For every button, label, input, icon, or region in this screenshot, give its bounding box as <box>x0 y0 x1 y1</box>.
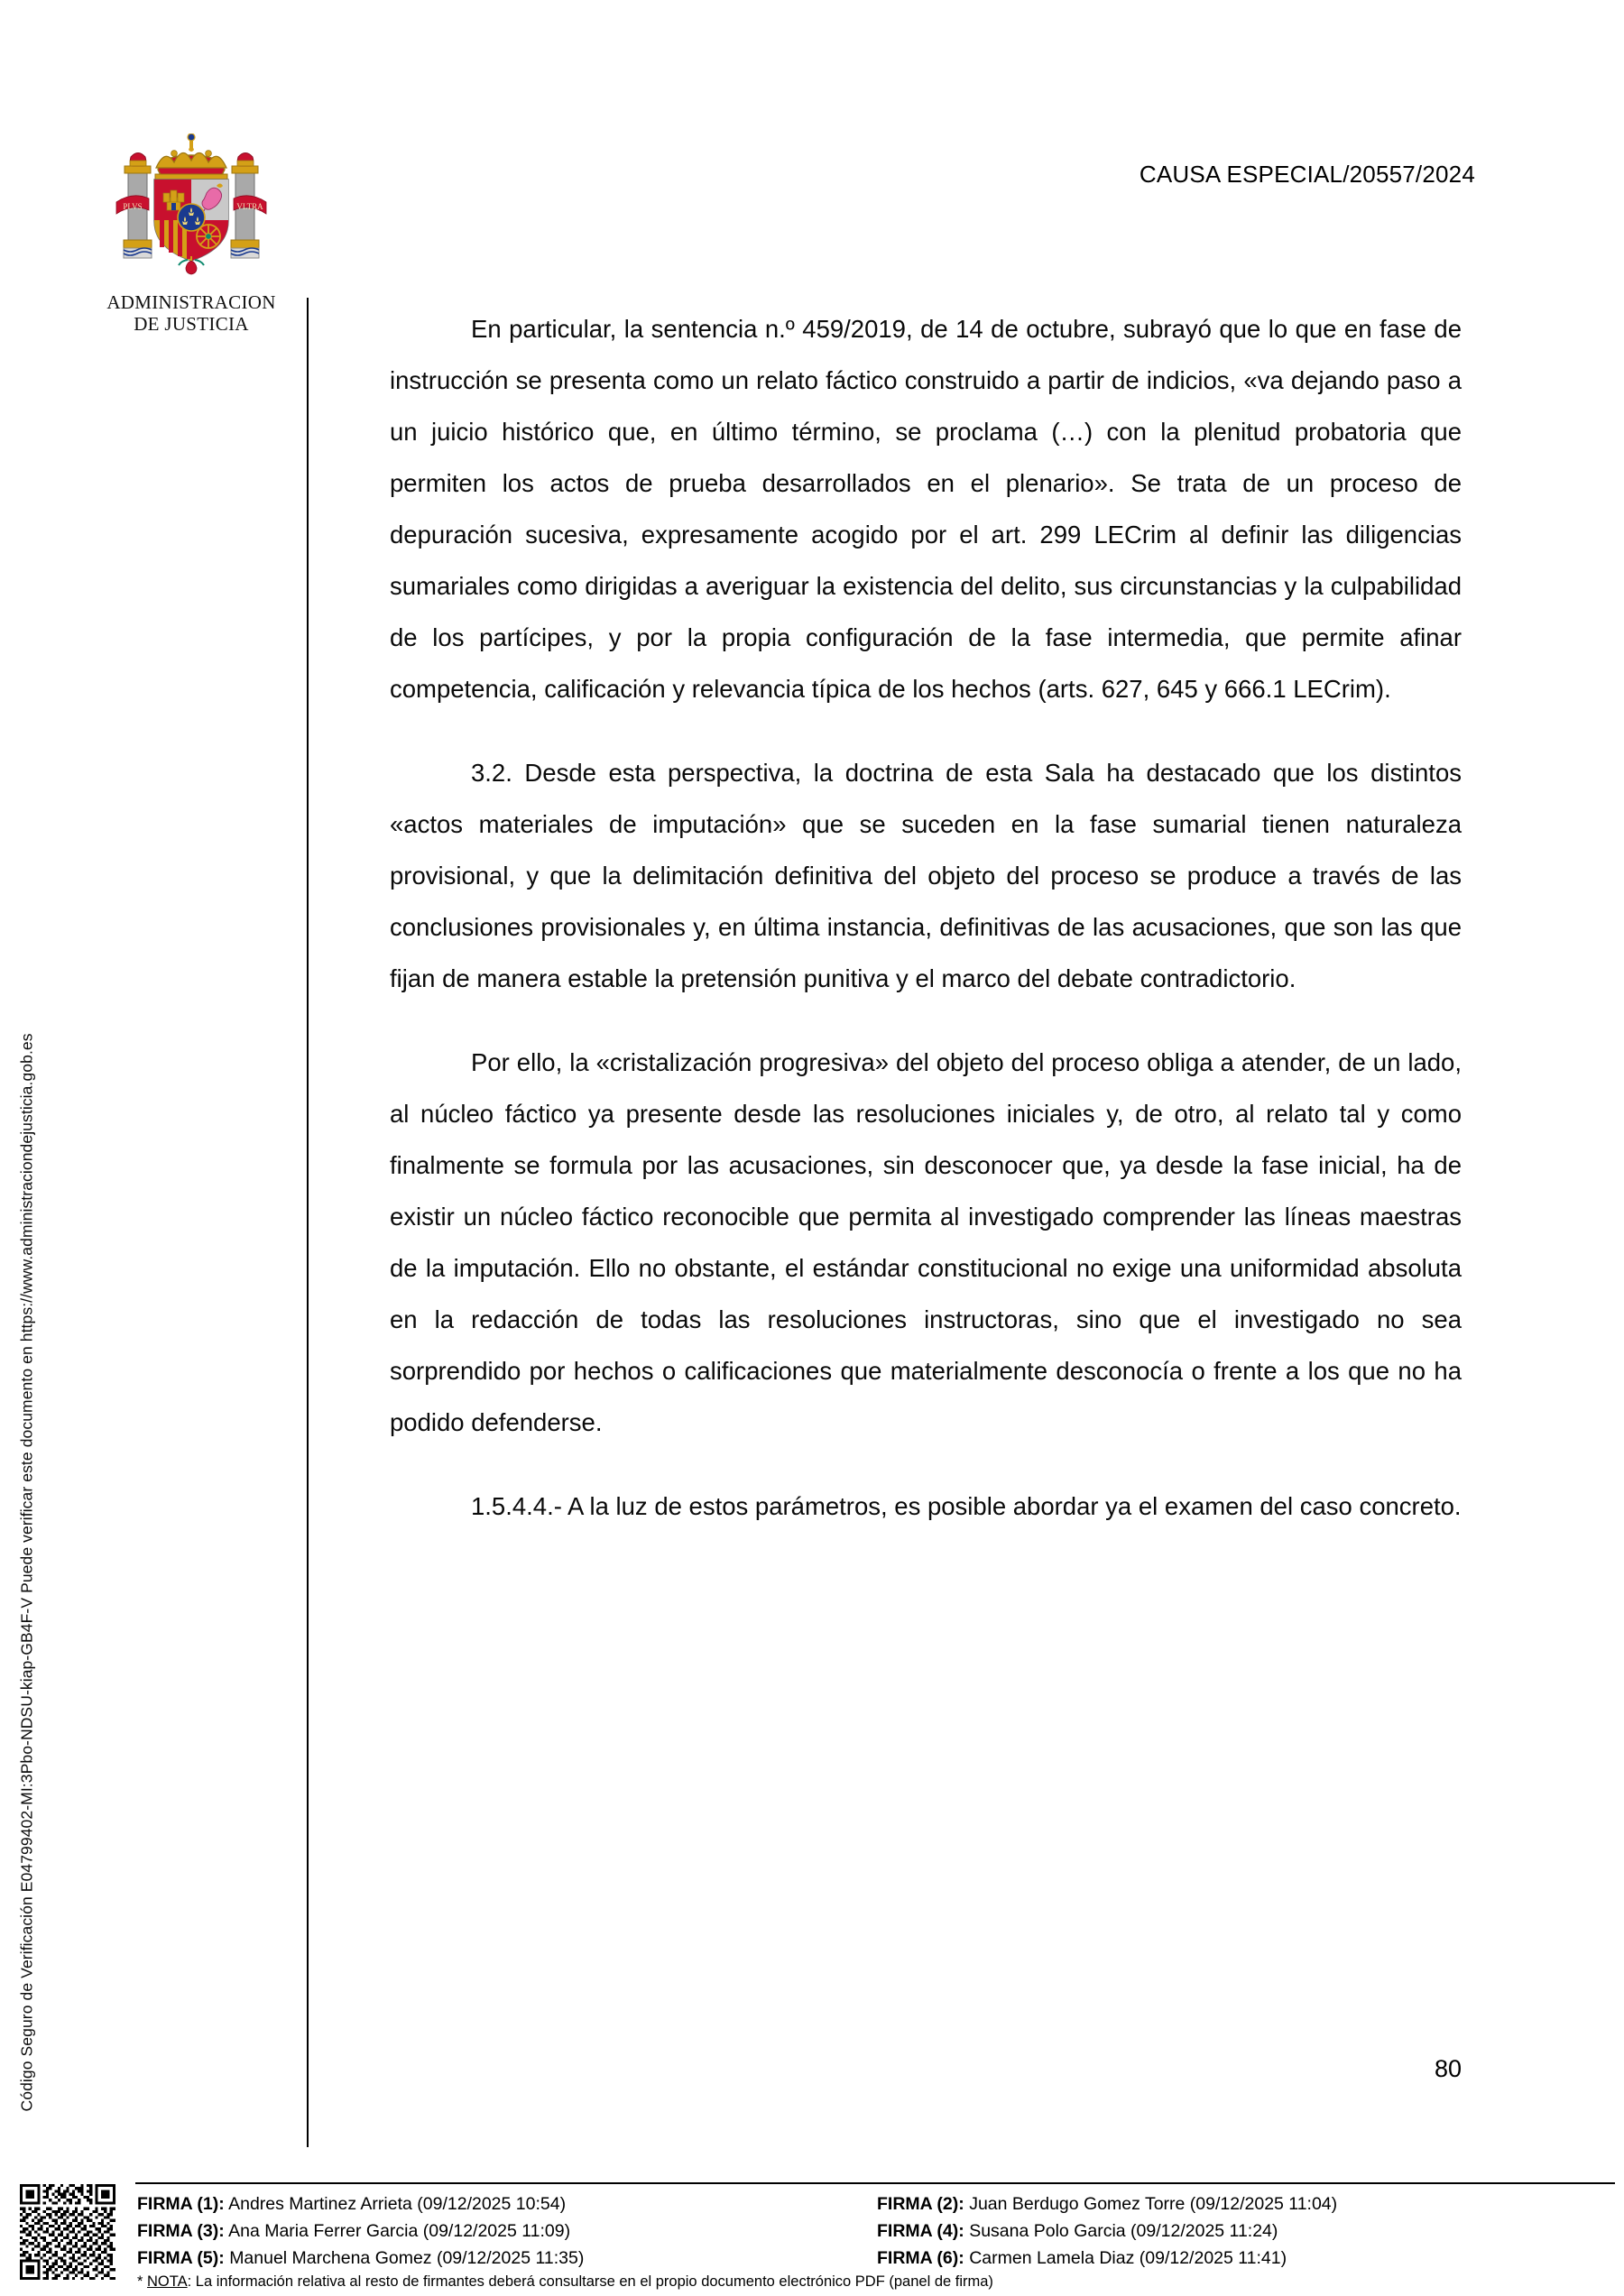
motto-ultra-label: VLTRA <box>236 202 263 211</box>
verification-code-strip <box>0 1033 51 2129</box>
signature-value: Ana Maria Ferrer Garcia (09/12/2025 11:09) <box>228 2221 571 2241</box>
signature-value: Carmen Lamela Diaz (09/12/2025 11:41) <box>969 2248 1287 2268</box>
footer-divider <box>135 2182 1615 2184</box>
signature-label: FIRMA (5): <box>137 2248 225 2268</box>
signature-label: FIRMA (3): <box>137 2221 225 2241</box>
signature-value: Susana Polo Garcia (09/12/2025 11:24) <box>969 2221 1278 2241</box>
emblem-caption <box>94 292 289 335</box>
note-keyword: NOTA <box>147 2273 188 2290</box>
paragraph: Por ello, la «cristalización progresiva» del objeto del proceso obliga a atender, de un lado, al núcleo fáctico ya presente desde las resoluciones iniciales y, de otro, al relato tal y como finalmente se formula por las acusaciones, sin desconocer que, ya desde la fase inicial, ha de existir un núcleo fáctico reconocible que permita al investigado comprender las líneas maestras de la imputación. Ello no obstante, el estándar constitucional no exige una uniformidad absoluta en la redacción de todas las resoluciones instructoras, sino que el investigado no sea sorprendido por hechos o calificaciones que materialmente desconocía o frente a los que no ha podido defenderse. <box>390 1048 1462 1436</box>
paragraph: 1.5.4.4.- A la luz de estos parámetros, es posible abordar ya el examen del caso concreto. <box>471 1492 1462 1520</box>
paragraph: En particular, la sentencia n.º 459/2019, de 14 de octubre, subrayó que lo que en fase de instrucción se presenta como un relato fáctico construido a partir de indicios, «va dejando paso a un juicio histórico que, en último término, se proclama (…) con la plenitud probatoria que permiten los actos de prueba desarrollados en el plenario». Se trata de un proceso de depuración sucesiva, expresamente acogido por el art. 299 LECrim al definir las diligencias sumariales como dirigidas a averiguar la existencia del delito, sus circunstancias y la culpabilidad de los partícipes, y por la propia configuración de la fase intermedia, que permite afinar competencia, calificación y relevancia típica de los hechos (arts. 627, 645 y 666.1 LECrim). <box>390 315 1462 703</box>
signature-entry <box>877 2190 1617 2218</box>
signature-row <box>137 2245 1617 2272</box>
signature-entry <box>877 2245 1617 2272</box>
signature-footer <box>0 2165 1624 2296</box>
case-reference-header: CAUSA ESPECIAL/20557/2024 <box>1139 161 1475 188</box>
note-prefix: * <box>137 2273 148 2290</box>
signature-label: FIRMA (2): <box>877 2194 964 2214</box>
signature-entry <box>137 2218 877 2245</box>
page-number: 80 <box>1434 2055 1462 2082</box>
signature-row <box>137 2190 1617 2218</box>
footer-note <box>137 2273 993 2291</box>
verification-code-text: Código Seguro de Verificación E04799402-MI:3Pbo-NDSU-kiap-GB4F-V Puede verificar este documento en https://www.administraciondejusticia.gob.es <box>17 1033 36 2112</box>
document-body <box>390 303 1462 1532</box>
signature-table <box>137 2190 1617 2272</box>
emblem-caption-line1: ADMINISTRACION <box>106 291 276 313</box>
signature-value: Andres Martinez Arrieta (09/12/2025 10:54) <box>228 2194 567 2214</box>
signature-label: FIRMA (6): <box>877 2248 964 2268</box>
signature-label: FIRMA (1): <box>137 2194 225 2214</box>
note-text: : La información relativa al resto de firmantes deberá consultarse en el propio documento electrónico PDF (panel de firma) <box>187 2273 993 2290</box>
signature-entry <box>877 2218 1617 2245</box>
signature-entry <box>137 2245 877 2272</box>
coat-of-arms-block <box>94 134 289 335</box>
margin-divider <box>307 298 309 2147</box>
signature-entry <box>137 2190 877 2218</box>
spain-coat-of-arms-icon <box>111 134 272 289</box>
motto-plus-label: PLVS <box>123 202 143 211</box>
signature-label: FIRMA (4): <box>877 2221 964 2241</box>
paragraph: 3.2. Desde esta perspectiva, la doctrina de esta Sala ha destacado que los distintos «actos materiales de imputación» que se suceden en la fase sumarial tienen naturaleza provisional, y que la delimitación definitiva del objeto del proceso se produce a través de las conclusiones provisionales y, en última instancia, definitivas de las acusaciones, que son las que fijan de manera estable la pretensión punitiva y el marco del debate contradictorio. <box>390 759 1462 992</box>
emblem-caption-line2: DE JUSTICIA <box>134 312 249 335</box>
signature-value: Juan Berdugo Gomez Torre (09/12/2025 11:04) <box>969 2194 1338 2214</box>
signature-row <box>137 2218 1617 2245</box>
signature-value: Manuel Marchena Gomez (09/12/2025 11:35) <box>229 2248 585 2268</box>
